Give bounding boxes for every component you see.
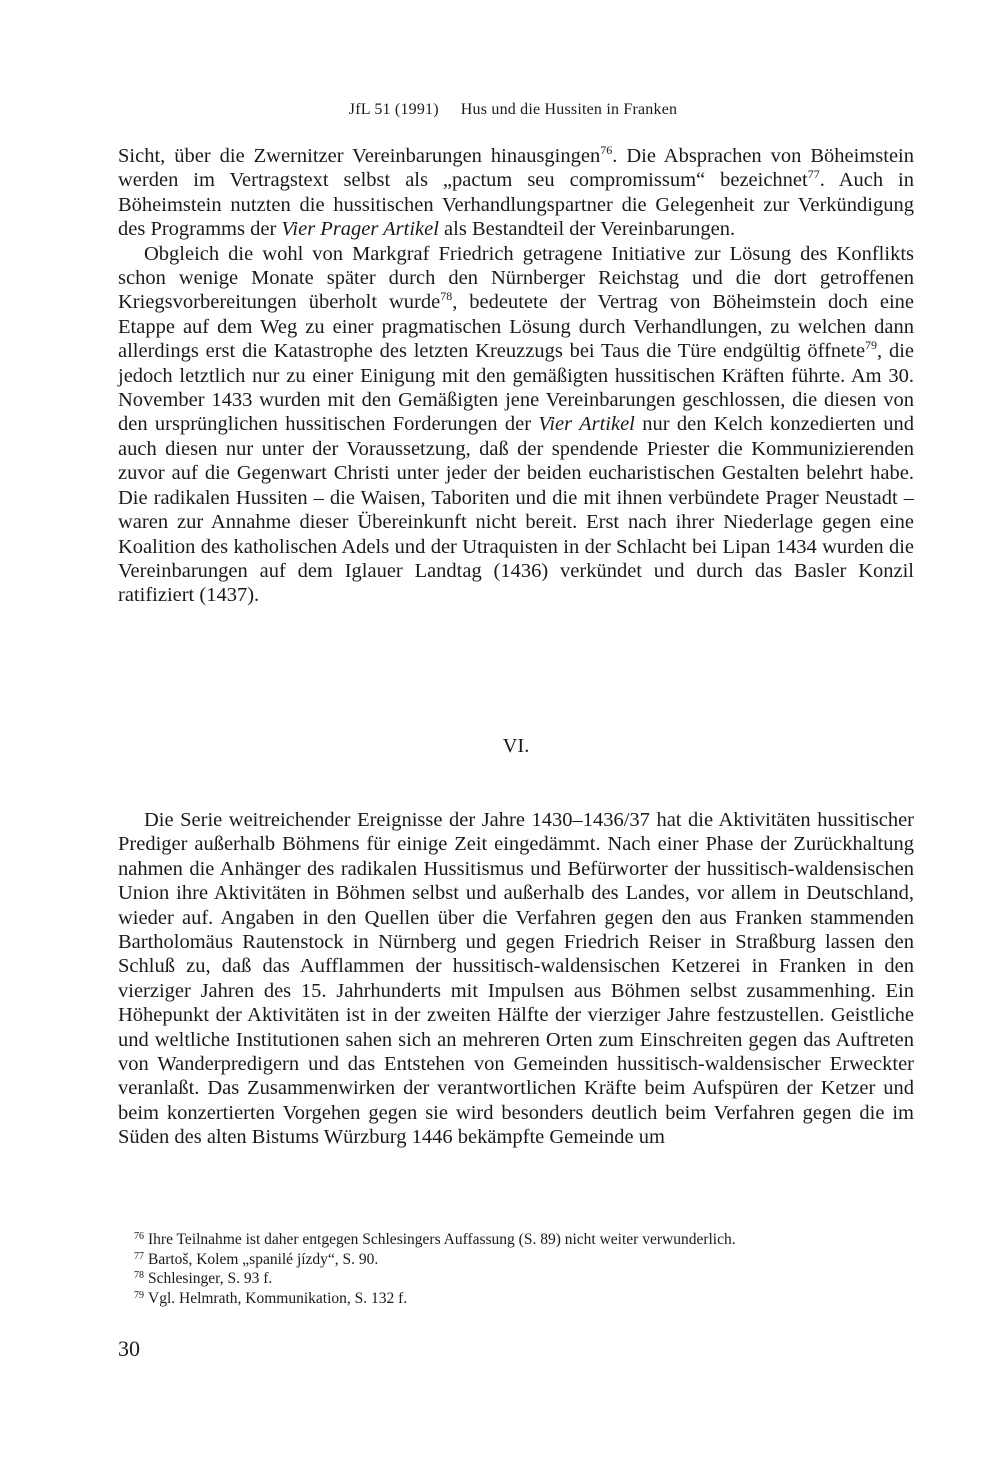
footnote-ref-78: 78 xyxy=(440,289,453,304)
article-title: Hus und die Hussiten in Franken xyxy=(460,101,678,118)
text-run: . Auch in Böheimstein nutzten die hussitischen Verhandlungspartner die Gelegenheit zur Verkündigung des Programms der xyxy=(118,169,915,241)
text-run: . Die Absprachen von Böheimstein werden im Vertragstext selbst als „pactum seu compromissum“ bezeichnet xyxy=(118,145,914,192)
text-run: als Bestandteil der Vereinbarungen. xyxy=(438,218,736,241)
footnote-ref-76: 76 xyxy=(600,143,613,157)
paragraph-3: Die Serie weitreichender Ereignisse der Jahre 1430–1436/37 hat die Aktivitäten hussitischer Prediger außerhalb Böhmens für einige Zeit eingedämmt. Nach einer Phase der Zurückhaltung nahmen die Anhänger des radikalen Hussitismus und Befürworter der hussitisch-waldensischen Union ihre Aktivitäten in Böhmen selbst und außerhalb des Landes, vor allem in Deutschland, wieder auf. Angaben in den Quellen über die Verfahren gegen den aus Franken stammenden Bartholomäus Rautenstock in Nürnberg und gegen Friedrich Reiser in Straßburg lassen den Schluß zu, daß das Aufflammen der hussitisch-waldensischen Ketzerei in Franken in den vierziger Jahren des 15. Jahrhunderts mit Impulsen aus Böhmen selbst zusammenhing. Ein Höhepunkt der Aktivitäten ist in der zweiten Hälfte der vierziger Jahre festzustellen. Geistliche und weltliche Institutionen sahen sich an mehreren Orten zum Einschreiten gegen das Auftreten von Wanderpredigern und das Entstehen von Gemeinden hussitisch-waldensischer Erweckter veranlaßt. Das Zusammenwirken der verantwortlichen Kräfte beim Aufspüren der Ketzer und beim konzertierten Vorgehen gegen sie wird besonders deutlich beim Verfahren gegen die im Süden des alten Bistums Würzburg 1446 bekämpfte Gemeinde um xyxy=(118,809,914,1149)
main-text-lower xyxy=(118,808,914,1150)
footnote-text: Vgl. Helmrath, Kommunikation, S. 132 f. xyxy=(148,1289,408,1307)
text-run: nur den Kelch konzedierten und auch diesen nur unter der Voraussetzung, daß der spendende Priester die Kommunizierenden zuvor auf die Gegenwart Christi unter jeder der beiden eucharistischen Gestalten belehrt habe. Die radikalen Hussiten – die Waisen, Taboriten und die mit ihnen verbündete Prager Neustadt – waren zur Annahme dieser Übereinkunft nicht bereit. Erst nach ihrer Niederlage gegen eine Koalition des katholischen Adels und der Utraquisten in der Schlacht bei Lipan 1434 wurden die Vereinbarungen auf dem Iglauer Landtag (1436) verkündet und durch das Basler Konzil ratifiziert (1437). xyxy=(118,413,914,607)
paragraph-2 xyxy=(118,242,914,608)
footnote-79 xyxy=(134,1289,914,1309)
footnote-ref-77: 77 xyxy=(807,167,820,182)
footnote-text: Bartoš, Kolem „spanilé jízdy“, S. 90. xyxy=(148,1250,379,1268)
text-run: , bedeutete der Vertrag von Böheimstein doch eine Etappe auf dem Weg zu einer pragmatischen Lösung durch Verhandlungen, zu welchen dann allerdings erst die Katastrophe des letzten Kreuzzugs bei Taus die Türe endgültig öffnete xyxy=(118,291,914,363)
section-heading: VI. xyxy=(502,735,530,757)
text-run: Obgleich die wohl von Markgraf Friedrich getragene Initiative zur Lösung des Konflikts schon wenige Monate später durch den Nürnberger Reichstag und die dort getroffenen Kriegsvorbereitungen überholt wurde xyxy=(118,242,914,314)
italic-term: Vier Prager Artikel xyxy=(281,218,439,241)
footnote-number: 76 xyxy=(134,1231,144,1242)
footnote-number: 78 xyxy=(134,1270,144,1281)
footnote-76 xyxy=(134,1230,914,1250)
footnote-78 xyxy=(134,1269,914,1289)
text-run: , die jedoch letztlich nur zu einer Einigung mit den gemäßigten hussitischen Kräften führte. Am 30. November 1433 wurden mit den Gemäßigten jene Vereinbarungen geschlossen, die diesen von den ursprünglichen hussitischen Forderungen der xyxy=(118,340,914,436)
running-header xyxy=(118,101,908,119)
italic-term: Vier Artikel xyxy=(538,413,635,436)
footnote-number: 79 xyxy=(134,1289,144,1301)
footnotes xyxy=(134,1230,914,1308)
page-number: 30 xyxy=(118,1336,140,1361)
footnote-77 xyxy=(134,1250,914,1270)
journal-reference: JfL 51 (1991) xyxy=(348,101,439,118)
text-run: Sicht, über die Zwernitzer Vereinbarungen hinausgingen xyxy=(118,145,601,167)
footnote-ref-79: 79 xyxy=(865,338,878,353)
footnote-text: Ihre Teilnahme ist daher entgegen Schlesingers Auffassung (S. 89) nicht weiter verwunderlich. xyxy=(148,1231,736,1248)
paragraph-1 xyxy=(118,144,914,242)
footnote-text: Schlesinger, S. 93 f. xyxy=(148,1270,273,1287)
main-text-upper xyxy=(118,144,914,608)
footnote-number: 77 xyxy=(134,1250,144,1262)
